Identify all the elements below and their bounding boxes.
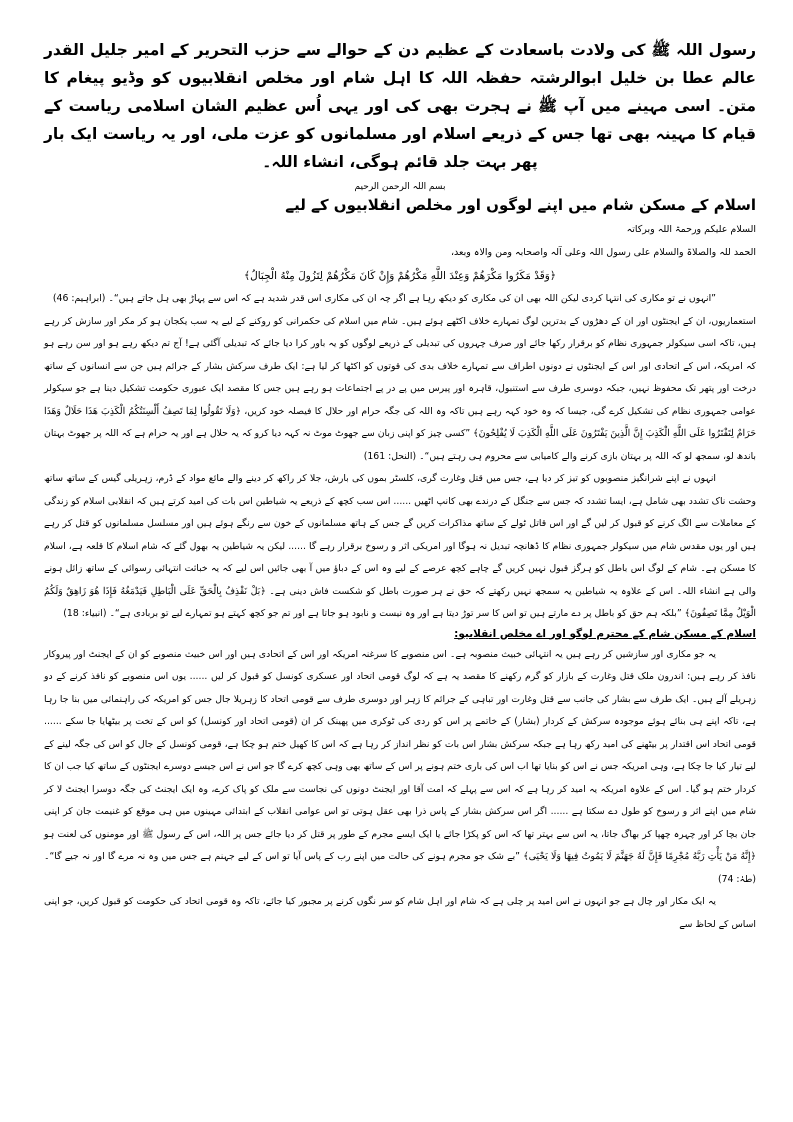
quran-verse: ﴿إِنَّهُ مَنْ يَأْتِ رَبَّهُ مُجْرِمًا فَإِنَّ لَهُ جَهَنَّمَ لَا يَمُوتُ فِيهَا وَلَا يَحْيَى﴾ — [523, 851, 756, 862]
verse-reference: (النحل: 161) — [363, 450, 417, 462]
paragraph-text: انہوں نے اپنے شرانگیز منصوبوں کو تیز کر دیا ہے، جس میں قتل وغارت گری، کلسٹر بموں کی بارش، جلا کر راکھ کر دینے والے مائع مواد کے ڈرم، زہریلی گیس کے ساتھ ساتھ وحشت ناک تشدد بھی شامل ہے، ایسا تشدد کہ جس سے جنگل کے درندے بھی کانپ اٹھیں ...... اس سب کچھ کے ذریعے یہ شیاطین اس بات کی امید کرتے ہیں کہ انقلابی اسلام کو زندگی کے معاملات سے الگ کرنے کو قبول کر لیں گے اور اس قاتل ٹولے کے ساتھ مذاکرات کریں گے جس کے ہاتھ مسلمانوں کے خون سے رنگے ہوئے ہیں اور مسلسل مسلمانوں کو قتل کر رہے ہیں اور یوں مقدس شام میں سیکولر جمہوری نظام کا ڈھانچہ تبدیل نہ ہوگا اور امریکی اثر و رسوخ برقرار رہے گا ...... لیکن یہ شیاطین یہ بھول گئے کہ شام اسلام کا قلعہ ہے، اسلام کا مسکن ہے۔ شام کے لوگ اس باطل کو ہرگز قبول نہیں کریں گے چاہے کچھ عرصے کے لیے وہ اس کے دباؤ میں آ بھی جائیں اس لیے کہ یہ خباثت انتہائی رسوائی کے ساتھ زائل ہونے والی ہے انشاء اللہ۔ اس کے علاوہ یہ شیاطین یہ سمجھ نہیں رکھتے کہ حق نے ہر صورت باطل کو شکست فاش دینی ہے۔ — [44, 473, 756, 597]
paragraph-text: یہ جو مکاری اور سازشیں کر رہے ہیں یہ انتہائی خبیث منصوبہ ہے۔ اس منصوبے کا سرغنہ امریکہ اور اس کے اتحادی ہیں اور اس خبیث منصوبے کو ان کے ایجنٹ اور پیروکار نافذ کر رہے ہیں: اندرون ملک قتل وغارت کے بازار کو گرم رکھنے کا مقصد یہ ہے کہ لوگ قومی اتحاد اور عسکری کونسل کو قبول کر لیں ...... یوں اس منصوبے کو نافذ کرنے کے دو زہریلے آلے ہیں۔ ایک طرف سے بشار کی جانب سے قتل وغارت اور تباہی کے جرائم کا زہر اور دوسری طرف سے قومی اتحاد کا زہریلا جال جس کو امریکہ کی راہنمائی میں بنا جا رہا ہے، تاکہ اپنے ہی بنائے ہوئے موجودہ سرکش کے کردار (بشار) کے خاتمے پر اس کو ردی کی ٹوکری میں پھینک کر ان (قومی اتحاد اور کونسل) کو اس کے تخت پر بیٹھایا جا سکے ...... قومی اتحاد اس اقتدار پر بیٹھنے کی امید رکھ رہا ہے جبکہ سرکش بشار اس بات کو نظر انداز کر رہا ہے کہ اس کا کھیل ختم ہو چکا ہے، قومی کونسل کے جال کو اس کی جگہ لینے کے لیے تیار کیا جا چکا ہے، وہی امریکہ جس نے اس کو بنایا تھا اب اس کی باری ختم ہونے پر اس کے ساتھ بھی وہی کچھ کرے گا جو اس نے اس جیسے دوسرے ایجنٹوں کے ساتھ کیا جب ان کا کردار ختم ہو گیا۔ اس کے علاوہ امریکہ یہ امید کر رہا ہے کہ اس سے پہلے کہ امت آقا اور ایجنٹ دونوں کی نجاست سے ملک کو پاک کرے، وہ ایک ایجنٹ کی جگہ دوسرا ایجنٹ لا کر شام میں اپنے اثر و رسوخ کو طول دے سکتا ہے ...... اگر اس سرکش بشار کے پاس ذرا بھی عقل ہوتی تو اس عوامی انقلاب کے ابتدائی مہینوں میں ہی موقع کو غنیمت جان کر اپنی جان بچا کر اور چہرہ چھپا کر بھاگ جاتا، یہ اس سے بہتر تھا کہ اس کو پکڑا جائے یا ایک ایسے مجرم کے طور پر قتل کر دیا جائے جس پر اللہ، اس کے رسول ﷺ اور مومنوں کی لعنت ہو — [44, 648, 756, 840]
paragraph — [44, 644, 756, 892]
verse-translation: ”انہوں نے تو مکاری کی انتہا کردی لیکن اللہ بھی ان کی مکاری کو دیکھ رہا ہے اگر چہ ان کی مکاری اس قدر شدید ہے کہ اس سے پہاڑ بھی ہل جاتے ہیں“۔ — [108, 293, 716, 304]
verse-reference: (ابراہیم: 46) — [52, 293, 106, 304]
paragraph — [44, 288, 756, 311]
bismillah: بسم اللہ الرحمن الرحیم — [354, 182, 446, 192]
verse-reference: (طہٰ: 74) — [717, 873, 756, 885]
quran-verse: ﴿وَلَا تَقُولُوا لِمَا تَصِفُ أَلْسِنَتُكُمُ الْكَذِبَ هَذَا حَلَالٌ وَهَذَا حَرَامٌ لِتَفْتَرُوا عَلَى اللَّهِ الْكَذِبَ إِنَّ الَّذِينَ يَفْتَرُونَ عَلَى اللَّهِ الْكَذِبَ لَا يُفْلِحُونَ﴾ — [44, 405, 756, 439]
salutation: السلام علیکم ورحمۃ اللہ وبرکاتہ — [626, 224, 756, 235]
document-page — [44, 36, 756, 936]
paragraph-text: استعماریوں، ان کے ایجنٹوں اور ان کے دھڑوں کے بدترین لوگ تمہارے خلاف اکٹھے ہوئے ہیں۔ شام میں اسلام کی حکمرانی کو روکنے کے لیے یہ سب یکجان ہو کر مکر اور سازش کر رہے ہیں، تاکہ اسی سیکولر جمہوری نظام کو برقرار رکھا جائے اور صرف چہروں کی تبدیلی کے ذریعے لوگوں کو یہ باور کرا دیا جائے کہ تبدیلی آگئی ہے! آج تم دیکھ رہے ہو اور سن رہے ہو کہ امریکہ، اس کے اتحادی اور اس کے ایجنٹوں نے دونوں اطراف سے تمہارے خلاف بدی کی قوتوں کو اکٹھا کر لیا ہے: ایک طرف سرکش بشار کے جرائم ہیں جن سے انسانوں کے ساتھ درخت اور پتھر تک محفوظ نہیں، جبکہ دوسری طرف سے استنبول، قاہرہ اور پیرس میں پے در پے اجتماعات ہو رہے ہیں جس کا مقصد ایک عبوری حکومت تشکیل دینا ہے جو سیکولر عوامی جمہوری نظام کی تشکیل کرے گی، جیسا کہ وہ خود کہہ رہے ہیں تاکہ وہ اللہ کی جگہ حرام اور حلال کا فیصلہ خود کریں، — [44, 315, 756, 417]
verse-translation: ”کسی چیز کو اپنی زبان سے جھوٹ موٹ نہ کہہ دیا کرو کہ یہ حلال ہے اور یہ حرام ہے کہ اللہ پر جھوٹ بہتان باندھ لو، سمجھ لو کہ اللہ پر بہتان بازی کرنے والے کامیابی سے محروم ہی رہتے ہیں“۔ — [44, 428, 756, 462]
verse-translation: ”بلکہ ہم حق کو باطل پر دے مارتے ہیں تو اس کا سر توڑ دیتا ہے اور وہ نیست و نابود ہو جاتا ہے اور تم جو کچھ کہتے ہو تمہارے لیے تو بربادی ہے“۔ — [109, 608, 682, 619]
quran-verse: ﴿وَقَدْ مَكَرُوا مَكْرَهُمْ وَعِنْدَ اللَّهِ مَكْرُهُمْ وَإِنْ كَانَ مَكْرُهُمْ لِتَزُولَ مِنْهُ الْجِبَالُ﴾ — [243, 270, 557, 282]
paragraph — [44, 311, 756, 469]
praise-line: الحمد للہ والصلاۃ والسلام علی رسول اللہ وعلی آلہ واصحابہ ومن والاہ وبعد، — [450, 247, 756, 258]
verse-reference: (انبیاء: 18) — [63, 608, 107, 619]
paragraph: یہ ایک مکار اور چال ہے جو انہوں نے اس امید پر چلی ہے کہ شام اور اہل شام کو سر نگوں کرنے پر مجبور کیا جائے، تاکہ وہ قومی اتحاد کی حکومت کو قبول کریں، جو اپنی اساس کے لحاظ سے — [44, 896, 756, 930]
paragraph — [44, 468, 756, 626]
section-heading: اسلام کے مسکن شام کے محترم لوگو اور اے مخلص انقلابیو: — [454, 627, 756, 640]
quran-verse: ﴿بَلْ نَقْذِفُ بِالْحَقِّ عَلَى الْبَاطِلِ فَيَدْمَغُهُ فَإِذَا هُوَ زَاهِقٌ وَلَكُمُ الْوَيْلُ مِمَّا تَصِفُونَ﴾ — [44, 585, 756, 619]
intro-paragraph: رسول اللہ ﷺ کی ولادت باسعادت کے عظیم دن کے حوالے سے حزب التحریر کے امیر جلیل القدر عالم عطا بن خلیل ابوالرشتہ حفظہ اللہ کا اہل شام اور مخلص انقلابیوں کو وڈیو پیغام کا متن۔ اسی مہینے میں آپ ﷺ نے ہجرت بھی کی اور یہی اُس عظیم الشان اسلامی ریاست کے قیام کا مہینہ بھی تھا جس کے ذریعے اسلام اور مسلمانوں کو عزت ملی، اور یہ ریاست ایک بار پھر بہت جلد قائم ہوگی، انشاء اللہ۔ — [44, 41, 756, 171]
letter-title: اسلام کے مسکن شام میں اپنے لوگوں اور مخلص انقلابیوں کے لیے — [285, 196, 756, 214]
verse-translation: ”بے شک جو مجرم ہونے کی حالت میں اپنے رب کے پاس آیا تو اس کے لیے جہنم ہے جس میں وہ نہ مرے گا اور نہ جیے گا“۔ — [44, 851, 520, 862]
